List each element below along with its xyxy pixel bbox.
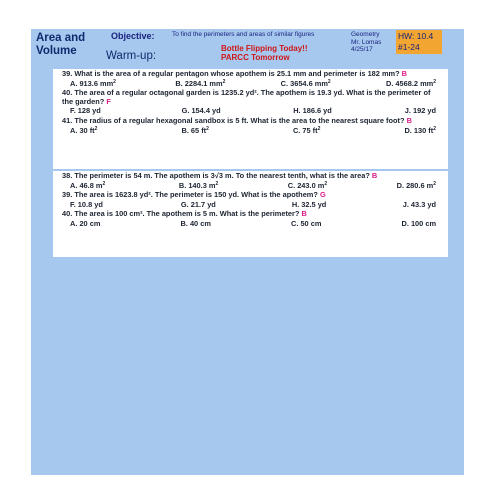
answer-choices bbox=[62, 107, 442, 116]
answer-choices bbox=[62, 220, 442, 229]
lesson-title-line2: Volume bbox=[36, 45, 77, 57]
homework-badge bbox=[396, 30, 442, 54]
answer-choice: A. 20 cm bbox=[70, 218, 101, 228]
answer-choice: B. 140.3 $m^2$ bbox=[178, 180, 219, 190]
answer-choice: H. 32.5 yd bbox=[291, 199, 327, 209]
answer-choice: B. 40 cm bbox=[180, 218, 211, 228]
answer-choice: H. 186.6 yd bbox=[293, 106, 332, 116]
answer-choice: B. 2284.1 $mm^2$ bbox=[175, 78, 226, 88]
answer-key: B bbox=[406, 115, 412, 125]
answer-choice: C. 50 cm bbox=[291, 218, 322, 228]
homework-line2: #1-24 bbox=[398, 42, 420, 52]
question bbox=[62, 117, 442, 126]
answer-choice: C. 243.0 $m^2$ bbox=[287, 180, 328, 190]
answer-key: B bbox=[371, 171, 378, 180]
question-text: 40. The area of a regular octagonal garden is 1235.2 yd². The apothem is 19.3 yd. What is the perimeter of the garden? bbox=[62, 88, 431, 106]
homework-line1: HW: 10.4 bbox=[398, 31, 434, 41]
question-text: 39. The area is 1623.8 yd². The perimeter is 150 yd. What is the apothem? bbox=[62, 190, 320, 200]
answer-key: B bbox=[401, 69, 408, 78]
answer-choice: A. 46.8 $m^2$ bbox=[70, 180, 106, 190]
answer-choice: D. 130 $ft^2$ bbox=[404, 125, 436, 135]
answer-key: B bbox=[301, 209, 307, 219]
answer-choice: A. 913.6 $mm^2$ bbox=[70, 78, 116, 88]
answer-choices bbox=[62, 182, 442, 191]
answer-choices bbox=[62, 80, 442, 89]
answer-key: F bbox=[106, 96, 111, 106]
question bbox=[62, 172, 442, 181]
answer-key: G bbox=[319, 190, 326, 200]
question-card-2 bbox=[53, 171, 448, 257]
slide bbox=[31, 29, 464, 475]
answer-choice: C. 3654.6 $mm^2$ bbox=[280, 78, 331, 88]
objective-label: Objective: bbox=[111, 31, 155, 41]
answer-choice: B. 65 $ft^2$ bbox=[181, 125, 209, 135]
answer-choices bbox=[62, 127, 442, 136]
warmup-label: Warm-up: bbox=[106, 50, 157, 62]
answer-choices bbox=[62, 201, 442, 210]
answer-choice: A. 30 $ft^2$ bbox=[70, 125, 98, 135]
lesson-title bbox=[36, 32, 85, 58]
question bbox=[62, 210, 442, 219]
question bbox=[62, 70, 442, 79]
teacher-name: Mr. Lomas bbox=[351, 38, 382, 46]
notice bbox=[221, 44, 308, 62]
course-name: Geometry bbox=[351, 31, 380, 38]
answer-choice: G. 21.7 yd bbox=[180, 199, 216, 209]
question-text: 39. What is the area of a regular pentagon whose apothem is 25.1 mm and perimeter is 182 mm? bbox=[62, 69, 402, 78]
answer-choice: F. 10.8 yd bbox=[70, 199, 103, 209]
notice-line2: PARCC Tomorrow bbox=[221, 53, 290, 62]
notice-line1: Bottle Flipping Today!! bbox=[221, 44, 308, 53]
slide-header bbox=[31, 29, 464, 67]
answer-choice: D. 100 cm bbox=[401, 218, 437, 228]
question-text: 40. The area is 100 cm². The apothem is 5 m. What is the perimeter? bbox=[62, 209, 302, 219]
answer-choice: J. 192 yd bbox=[404, 106, 437, 116]
answer-choice: F. 128 yd bbox=[70, 106, 101, 116]
answer-choice: J. 43.3 yd bbox=[402, 199, 436, 209]
answer-choice: D. 4568.2 $mm^2$ bbox=[385, 78, 437, 88]
question-card-1 bbox=[53, 69, 448, 169]
objective-text: To find the perimeters and areas of similar figures bbox=[172, 31, 315, 38]
date: 4/25/17 bbox=[351, 46, 373, 53]
question bbox=[62, 89, 442, 106]
question-text: 41. The radius of a regular hexagonal sandbox is 5 ft. What is the area to the nearest square foot? bbox=[62, 115, 407, 125]
question-text: 38. The perimeter is 54 m. The apothem is 3√3 m. To the nearest tenth, what is the area? bbox=[62, 171, 372, 180]
answer-choice: C. 75 $ft^2$ bbox=[292, 125, 321, 135]
answer-choice: G. 154.4 yd bbox=[181, 106, 221, 116]
answer-choice: D. 280.6 $m^2$ bbox=[396, 180, 436, 190]
lesson-title-line1: Area and bbox=[36, 32, 86, 44]
course-info bbox=[351, 31, 381, 54]
question bbox=[62, 191, 442, 200]
